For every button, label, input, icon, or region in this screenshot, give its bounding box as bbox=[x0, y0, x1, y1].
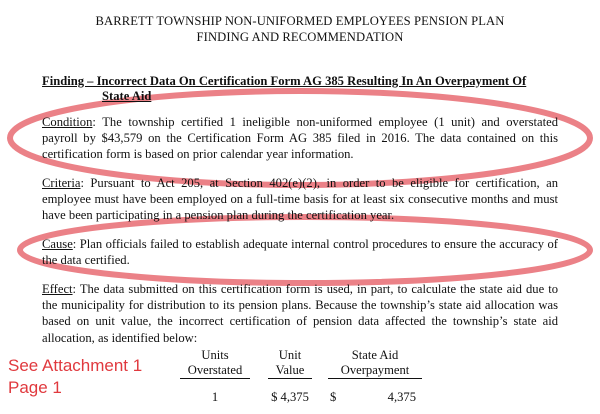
attachment-annotation-line1: See Attachment 1 bbox=[8, 356, 143, 375]
units-header-1: Units bbox=[201, 348, 229, 362]
effect-text: : The data submitted on this certification form is used, in part, to calculate the state aid due to the municipality for distribution to its pension plans. Because the township’s state aid allocation was based on unit value, the incorrect certification of pension data affected the township’s state aid allocation, as identified below: bbox=[42, 282, 558, 345]
unit-value-column bbox=[268, 348, 312, 405]
attachment-annotation-line2: Page 1 bbox=[8, 378, 62, 397]
condition-paragraph bbox=[42, 114, 558, 163]
units-value: 1 bbox=[211, 390, 219, 404]
effect-paragraph bbox=[42, 281, 558, 346]
state-aid-row bbox=[328, 390, 422, 405]
criteria-text: : Pursuant to Act 205, at Section 402(e)(2), in order to be eligible for certification, an employee must have been employed on a full-time basis for at least six consecutive months and must have been participating in a pension plan during the certification year. bbox=[42, 176, 558, 223]
criteria-paragraph bbox=[42, 175, 558, 224]
cause-paragraph bbox=[42, 236, 558, 268]
finding-title-line1: Finding – Incorrect Data On Certification Form AG 385 Resulting In An Overpayment Of bbox=[42, 74, 527, 88]
finding-title-line2: State Aid bbox=[102, 89, 152, 103]
effect-label: Effect bbox=[42, 282, 73, 296]
cause-label: Cause bbox=[42, 237, 73, 251]
units-header-2: Overstated bbox=[180, 363, 250, 379]
criteria-label: Criteria bbox=[42, 176, 81, 190]
state-aid-header-2: Overpayment bbox=[328, 363, 422, 379]
condition-text: : The township certified 1 ineligible non-uniformed employee (1 unit) and overstated payroll by $43,579 on the Certification Form AG 385 filed in 2016. The data contained on this certification form is based on prior calendar year information. bbox=[42, 115, 558, 162]
unit-value-header-1: Unit bbox=[278, 348, 302, 362]
state-aid-column bbox=[328, 348, 422, 405]
units-column bbox=[180, 348, 250, 405]
condition-label: Condition bbox=[42, 115, 93, 129]
unit-value-header-2: Value bbox=[268, 363, 312, 379]
finding-title bbox=[42, 74, 562, 104]
state-aid-amount: 4,375 bbox=[387, 390, 416, 404]
report-subtitle: FINDING AND RECOMMENDATION bbox=[196, 30, 404, 44]
cause-text: : Plan officials failed to establish adequate internal control procedures to ensure the accuracy of the data certified. bbox=[42, 237, 558, 268]
unit-value-amount: $ 4,375 bbox=[271, 390, 309, 404]
state-aid-currency: $ bbox=[330, 390, 337, 404]
state-aid-header-1: State Aid bbox=[351, 348, 399, 362]
report-title: BARRETT TOWNSHIP NON-UNIFORMED EMPLOYEES PENSION PLAN bbox=[95, 14, 505, 28]
